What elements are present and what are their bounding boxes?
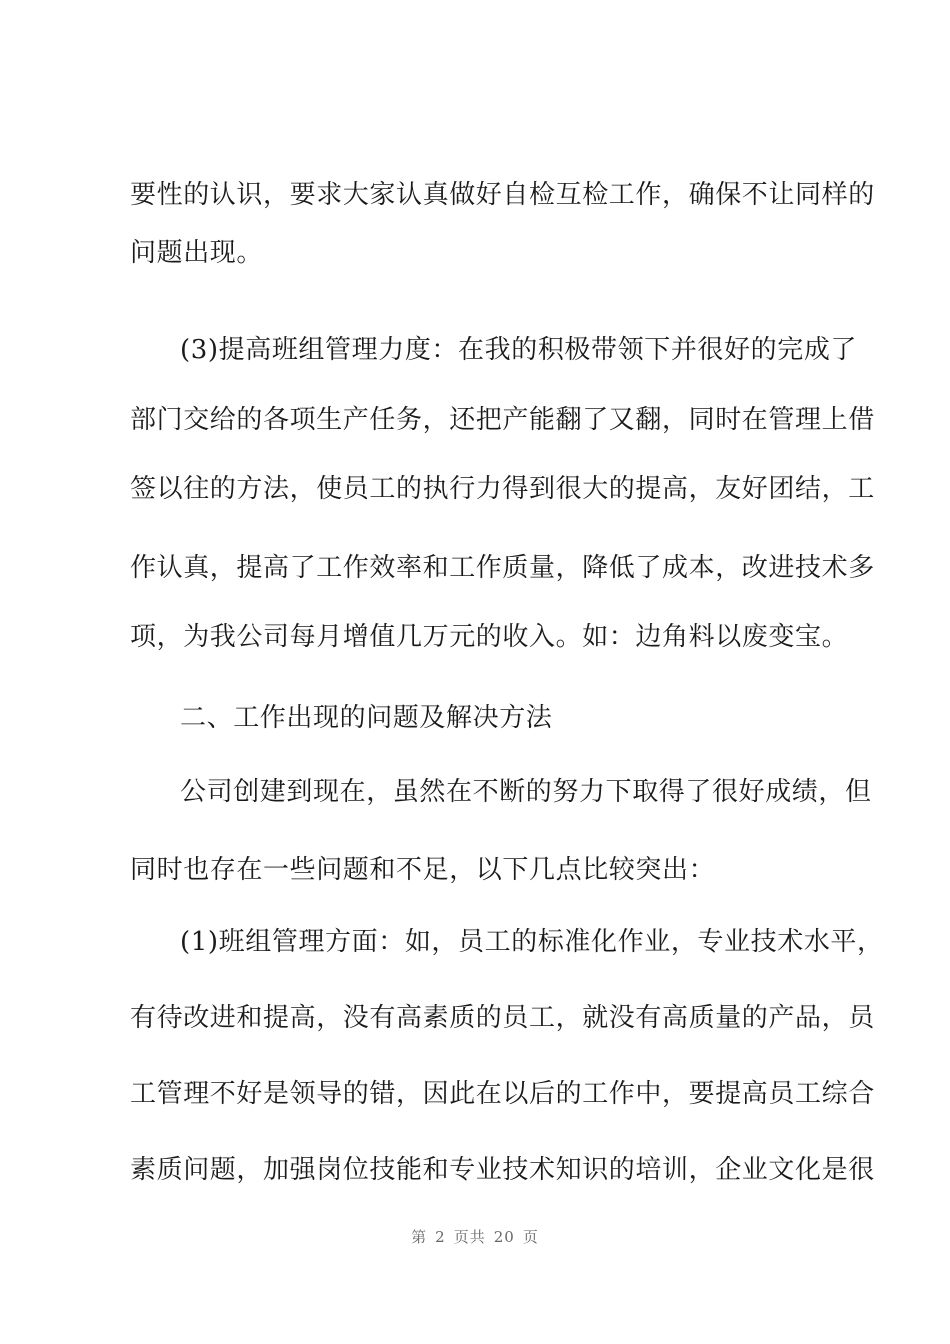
paragraph-line: 签以往的方法，使员工的执行力得到很大的提高，友好团结，工: [130, 474, 875, 504]
paragraph-line: 公司创建到现在，虽然在不断的努力下取得了很好成绩，但: [180, 777, 872, 807]
section-heading: 二、工作出现的问题及解决方法: [180, 703, 553, 733]
footer-prefix: 第: [411, 1228, 428, 1246]
paragraph-line: 项，为我公司每月增值几万元的收入。如：边角料以废变宝。: [130, 622, 849, 652]
paragraph-line: (1)班组管理方面：如，员工的标准化作业，专业技术水平，: [180, 927, 884, 957]
paragraph-line: 有待改进和提高，没有高素质的员工，就没有高质量的产品，员: [130, 1003, 875, 1033]
footer-suffix: 页: [522, 1228, 539, 1246]
paragraph-line: 要性的认识，要求大家认真做好自检互检工作，确保不让同样的: [130, 180, 875, 210]
footer-total-pages: 20: [493, 1228, 515, 1246]
paragraph-line: (3)提高班组管理力度：在我的积极带领下并很好的完成了: [180, 335, 858, 365]
paragraph-line: 作认真，提高了工作效率和工作质量，降低了成本，改进技术多: [130, 553, 875, 583]
paragraph-line: 问题出现。: [130, 238, 264, 268]
paragraph-line: 部门交给的各项生产任务，还把产能翻了又翻，同时在管理上借: [130, 405, 875, 435]
footer-middle: 页共: [453, 1228, 486, 1246]
paragraph-line: 工管理不好是领导的错，因此在以后的工作中，要提高员工综合: [130, 1079, 875, 1109]
footer-page-number: 2: [435, 1228, 446, 1246]
paragraph-line: 素质问题，加强岗位技能和专业技术知识的培训，企业文化是很: [130, 1155, 875, 1185]
paragraph-line: 同时也存在一些问题和不足，以下几点比较突出：: [130, 855, 716, 885]
page-footer: [0, 1226, 950, 1247]
